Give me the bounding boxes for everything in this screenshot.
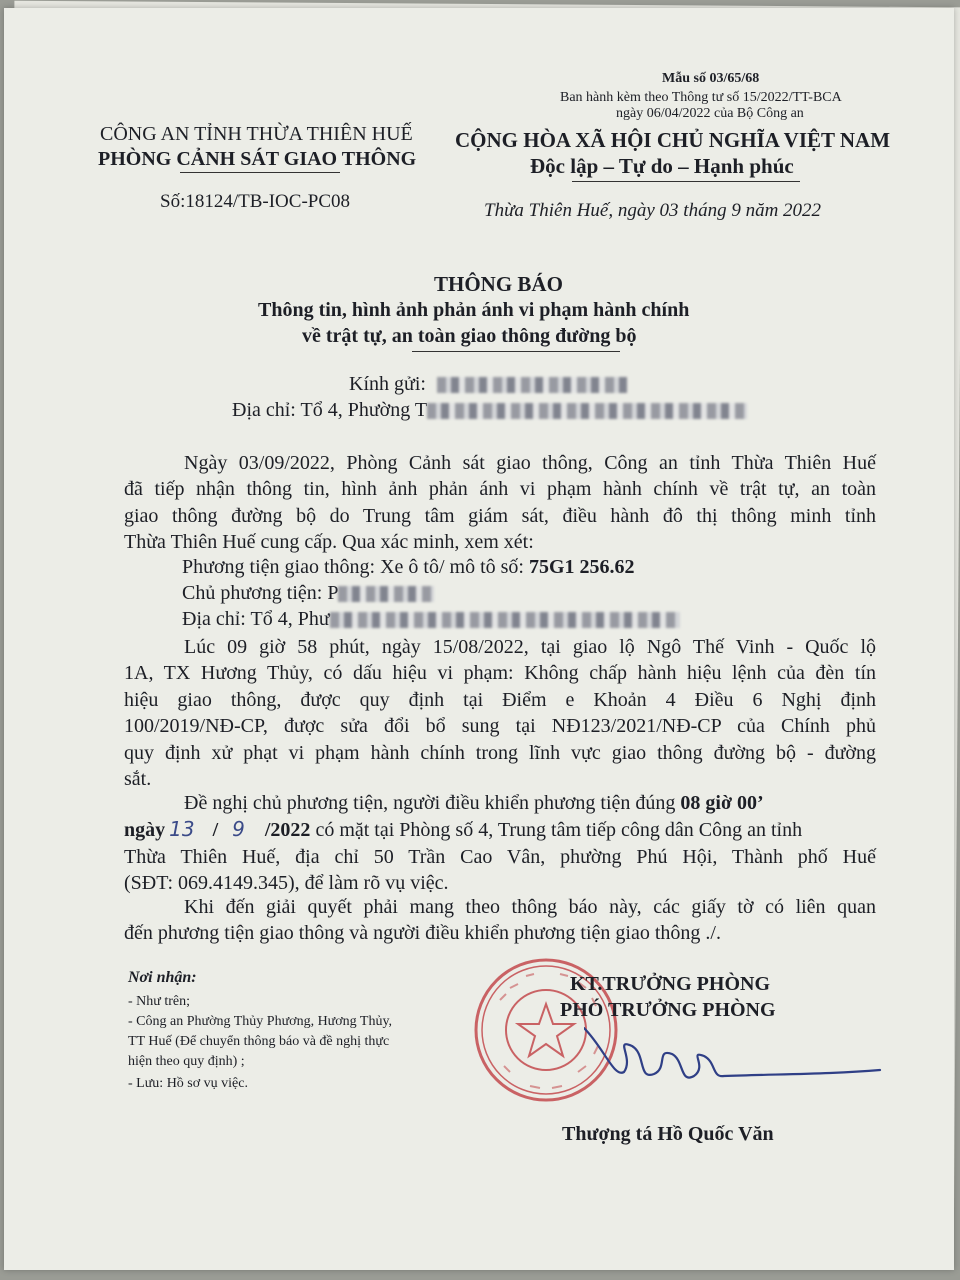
recipients-line: TT Huế (Để chuyển thông báo và đề nghị thực [128,1034,390,1049]
handwritten-signature [584,1018,884,1108]
owner-label: Chủ phương tiện: [182,582,328,604]
signature-line-1: KT.TRƯỞNG PHÒNG [570,973,770,995]
signature-line-2: PHÓ TRƯỞNG PHÒNG [560,999,776,1021]
handwritten-day: 13 [169,817,195,842]
vehicle-label: Phương tiện giao thông: Xe ô tô/ mô tô số: [182,556,529,578]
recipient-line [349,374,627,394]
owner-line [182,583,434,603]
notice-subtitle-2: về trật tự, an toàn giao thông đường bộ [302,325,637,347]
handwritten-month: 9 [232,817,245,842]
national-title: CỘNG HÒA XÃ HỘI CHỦ NGHĨA VIỆT NAM [455,128,891,152]
text-line [124,790,876,816]
redacted-recipient-name [437,377,627,393]
place-date: Thừa Thiên Huế, ngày 03 tháng 9 năm 2022 [484,200,822,221]
paragraph-violation [124,634,876,792]
recipient-label: Kính gửi: [349,373,426,395]
document-number: Số:18124/TB-IOC-PC08 [160,191,351,212]
recipients-line: - Công an Phường Thủy Phương, Hương Thủy, [128,1014,393,1029]
agency-underline [180,172,340,173]
recipients-line: hiện theo quy định) ; [128,1054,245,1069]
agency-name: PHÒNG CẢNH SÁT GIAO THÔNG [98,148,417,170]
redacted-owner-address [330,612,680,628]
text-line: 1A, TX Hương Thủy, có dấu hiệu vi phạm: Không chấp hành hiệu lệnh của đèn tín [124,662,876,685]
motto-underline [572,181,800,182]
summons-time: 08 giờ 00’ [680,792,764,814]
paragraph-intro [124,450,876,556]
document-page [4,8,954,1270]
date-separator: / [212,819,219,842]
text-line: Thừa Thiên Huế cung cấp. Qua xác minh, xem xét: [124,531,534,554]
text-line: sắt. [124,768,152,791]
owner-address-label: Địa chỉ: Tổ 4, Phư [182,608,330,630]
text-line: Ngày 03/09/2022, Phòng Cảnh sát giao thông, Công an tỉnh Thừa Thiên Huế [184,452,876,474]
text-line: Khi đến giải quyết phải mang theo thông báo này, các giấy tờ có liên quan [184,896,876,918]
subtitle-underline [412,351,620,352]
notice-title: THÔNG BÁO [434,272,563,296]
owner-name-prefix: P [327,582,339,604]
owner-address-line [182,609,680,629]
summons-ngay: ngày [124,819,166,842]
summons-location: có mặt tại Phòng số 4, Trung tâm tiếp công dân Công an tỉnh [310,819,803,842]
redacted-recipient-address [427,403,747,419]
text-line: đến phương tiện giao thông và người điều khiển phương tiện giao thông ./. [124,922,721,945]
redacted-owner-name [338,586,434,602]
summons-text: Đề nghị chủ phương tiện, người điều khiển phương tiện đúng [184,792,681,814]
text-line: đã tiếp nhận thông tin, hình ảnh phản ánh vi phạm hành chính về trật tự, an toàn [124,478,876,501]
form-issued-with: Ban hành kèm theo Thông tư số 15/2022/TT-BCA [560,90,842,105]
text-line [124,816,876,843]
notice-subtitle-1: Thông tin, hình ảnh phản ánh vi phạm hành chính [258,299,690,321]
form-number: Mẫu số 03/65/68 [662,71,760,86]
recipient-address: Địa chỉ: Tổ 4, Phường T [232,399,428,421]
text-line: Lúc 09 giờ 58 phút, ngày 15/08/2022, tại giao lộ Ngô Thế Vinh - Quốc lộ [184,636,876,658]
summons-year: /2022 [264,819,311,842]
recipients-line: - Như trên; [128,994,191,1009]
text-line: quy định xử phạt vi phạm hành chính trong lĩnh vực giao thông đường bộ - đường [124,741,876,764]
recipients-title: Nơi nhận: [128,969,197,986]
recipient-address-line [232,400,747,420]
recipients-line: - Lưu: Hồ sơ vụ việc. [128,1076,248,1091]
signer-name: Thượng tá Hồ Quốc Văn [562,1123,774,1145]
text-line: (SĐT: 069.4149.345), để làm rõ vụ việc. [124,872,449,895]
paragraph-summons [124,790,876,897]
text-line: hiệu giao thông, được quy định tại Điểm e Khoản 4 Điều 6 Nghị định [124,688,876,711]
agency-parent: CÔNG AN TỈNH THỪA THIÊN HUẾ [100,123,413,145]
text-line: Thừa Thiên Huế, địa chỉ 50 Trần Cao Vân, phường Phú Hội, Thành phố Huế [124,845,876,868]
national-motto: Độc lập – Tự do – Hạnh phúc [530,154,794,178]
vehicle-plate: 75G1 256.62 [528,556,635,578]
text-line: 100/2019/NĐ-CP, được sửa đổi bổ sung tại NĐ123/2021/NĐ-CP của Chính phủ [124,715,876,738]
vehicle-line [182,557,635,577]
text-line: giao thông đường bộ do Trung tâm giám sát, điều hành đô thị thông minh tỉnh [124,504,876,527]
paragraph-instructions [124,894,876,947]
form-issuer-date: ngày 06/04/2022 của Bộ Công an [616,106,804,121]
